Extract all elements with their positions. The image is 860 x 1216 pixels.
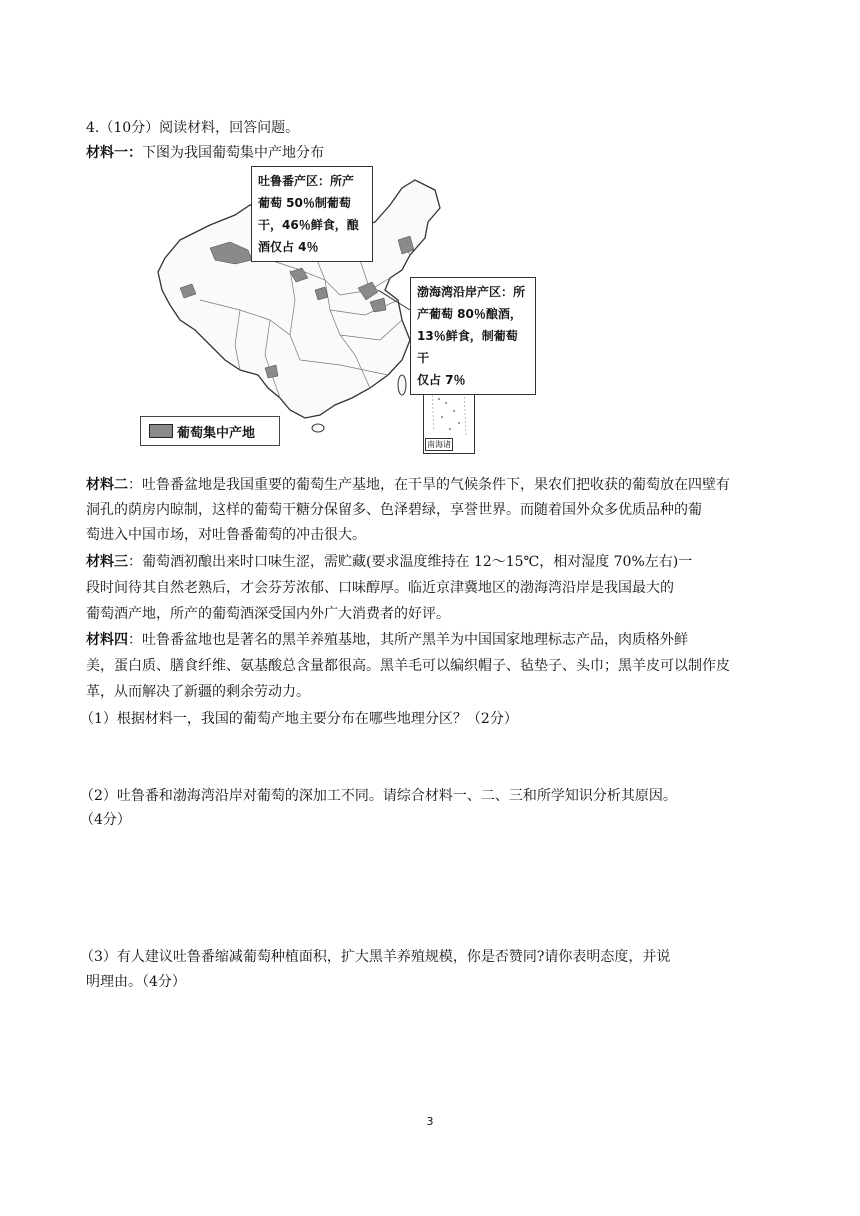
question-title: 4.（10分）阅读材料，回答问题。 [86,120,300,136]
material1-text: 下图为我国葡萄集中产地分布 [142,145,324,161]
material2-line3: 萄进入中国市场，对吐鲁番葡萄的冲击很大。 [86,527,366,543]
map-legend [140,416,280,446]
material3-line2: 段时间待其自然老熟后，才会芬芳浓郁、口味醇厚。临近京津冀地区的渤海湾沿岸是我国最大的 [86,580,674,596]
material4-line1 [86,629,688,649]
callout-turpan [251,166,373,262]
callout-bohai [410,277,536,395]
material2-label: 材料二 [86,477,128,493]
material1-caption [86,142,324,162]
material3-line1 [86,551,692,571]
callout-turpan-line3: 干，46％鲜食，酿 [258,218,359,232]
inset-label: 南海诸 [427,440,451,449]
callout-bohai-line1: 渤海湾沿岸产区：所 [417,285,526,299]
material2-text1: ：吐鲁番盆地是我国重要的葡萄生产基地，在干旱的气候条件下，果农们把收获的葡萄放在四壁有 [128,477,730,493]
callout-bohai-line3: 13％鲜食，制葡萄干 [417,329,518,365]
callout-turpan-line1: 吐鲁番产区：所产 [258,174,355,188]
material1-label: 材料一： [86,145,142,161]
material4-label: 材料四 [86,632,128,648]
legend-swatch [149,424,173,438]
material3-text1: ：葡萄酒初酿出来时口味生涩，需贮藏(要求温度维持在 12～15℃，相对湿度 70%左右)一 [128,554,693,570]
material4-line2: 美，蛋白质、膳食纤维、氨基酸总含量都很高。黑羊毛可以编织帽子、毡垫子、头巾；黑羊皮可以制作皮 [86,658,730,674]
callout-turpan-line2: 葡萄 50％制葡萄 [258,196,351,210]
material3-line3: 葡萄酒产地，所产的葡萄酒深受国内外广大消费者的好评。 [86,606,450,622]
question-2-line2: （4分） [80,812,131,828]
callout-bohai-line4: 仅占 7％ [417,373,466,387]
material4-text1: ：吐鲁番盆地也是著名的黑羊养殖基地，其所产黑羊为中国国家地理标志产品，肉质格外鲜 [128,632,688,648]
question-3-line2: 明理由。（4分） [86,974,186,990]
material2-line2: 洞孔的荫房内晾制，这样的葡萄干糖分保留多、色泽碧绿，享誉世界。而随着国外众多优质品种的葡 [86,502,702,518]
material2-line1 [86,474,730,494]
material4-line3: 革，从而解决了新疆的剩余劳动力。 [86,684,310,700]
material3-label: 材料三 [86,554,128,570]
question-2-line1: （2）吐鲁番和渤海湾沿岸对葡萄的深加工不同。请综合材料一、二、三和所学知识分析其原因。 [80,788,677,804]
callout-turpan-line4: 酒仅占 4％ [258,240,319,254]
legend-label: 葡萄集中产地 [177,425,256,441]
callout-bohai-line2: 产葡萄 80％酿酒， [417,307,522,321]
question-3-line1: （3）有人建议吐鲁番缩减葡萄种植面积，扩大黑羊养殖规模，你是否赞同?请你表明态度，并说 [80,949,671,965]
question-1: （1）根据材料一，我国的葡萄产地主要分布在哪些地理分区？（2分） [80,711,518,727]
page-number: 3 [426,1115,434,1128]
